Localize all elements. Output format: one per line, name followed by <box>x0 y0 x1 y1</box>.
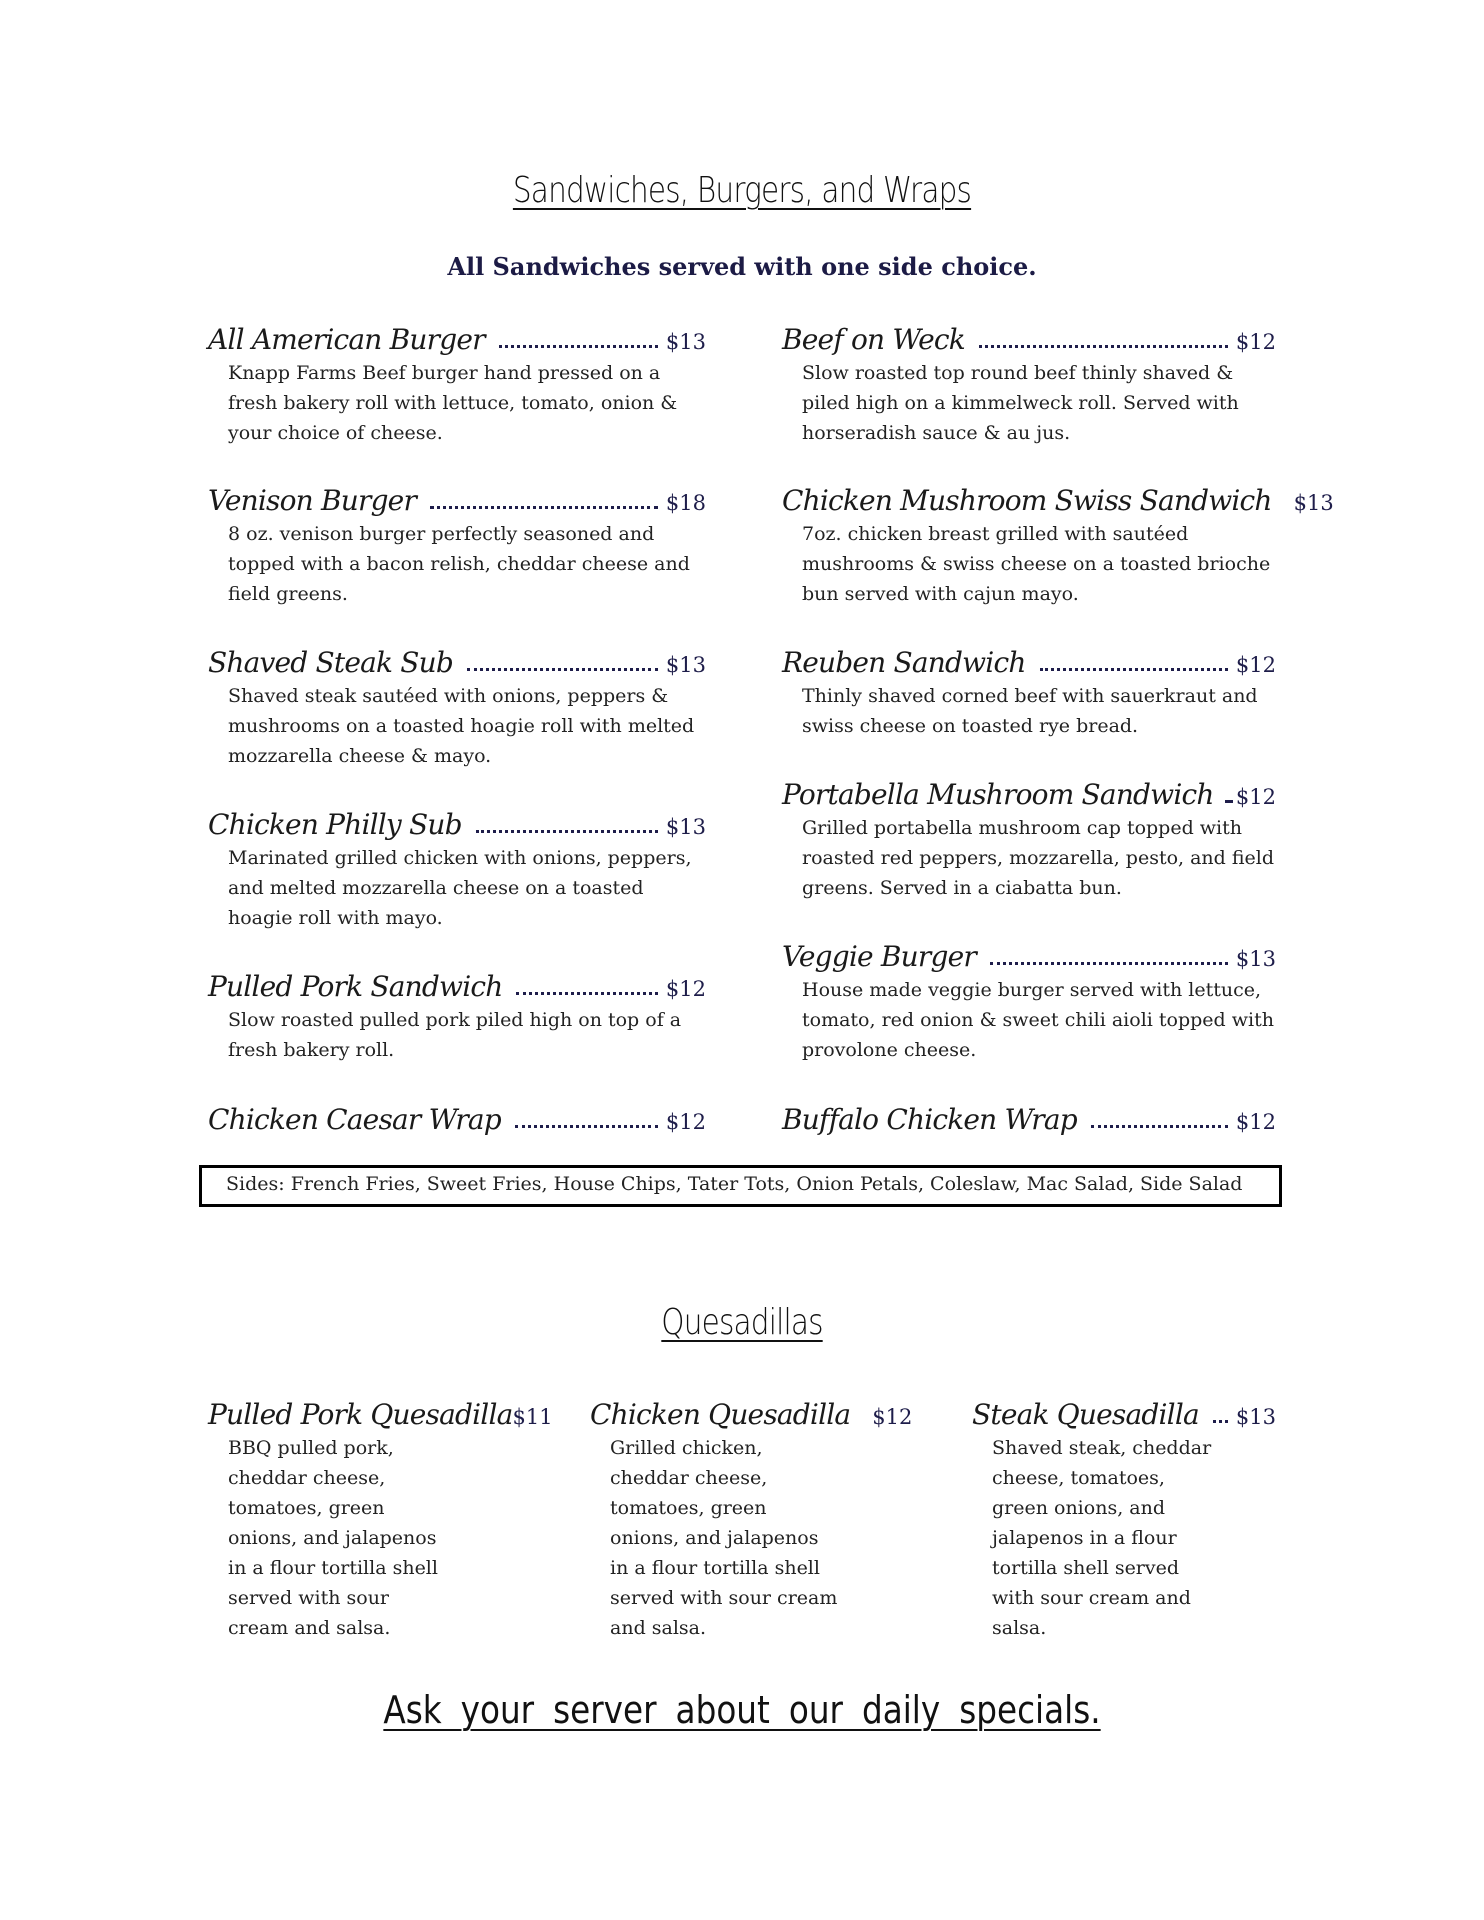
item-price: $12 <box>1235 785 1276 809</box>
menu-item <box>782 1098 1276 1138</box>
daily-specials-note: Ask your server about our daily specials. <box>383 1688 1101 1732</box>
item-description: 8 oz. venison burger perfectly seasoned and topped with a bacon relish, cheddar cheese and field greens. <box>228 523 690 605</box>
menu-item <box>208 803 706 933</box>
dot-leader <box>516 992 657 995</box>
menu-item <box>782 935 1276 1065</box>
item-price: $13 <box>665 815 706 839</box>
item-price: $12 <box>1235 653 1276 677</box>
item-name: Venison Burger <box>208 484 417 517</box>
item-name: Pulled Pork Quesadilla <box>208 1398 513 1431</box>
item-name: Reuben Sandwich <box>782 646 1026 679</box>
dot-leader <box>430 506 658 509</box>
dot-leader <box>499 345 658 348</box>
dot-leader <box>1213 1420 1228 1423</box>
dot-leader <box>1040 668 1228 671</box>
item-price: $12 <box>665 1110 706 1134</box>
dot-leader <box>979 345 1228 348</box>
item-description: Shaved steak, cheddar cheese, tomatoes, green onions, and jalapenos in a flour tortilla shell served with sour cream and salsa. <box>992 1437 1212 1639</box>
quesadilla-item <box>972 1393 1276 1643</box>
item-price: $13 <box>1235 947 1276 971</box>
dot-leader <box>990 962 1228 965</box>
menu-item <box>208 965 706 1065</box>
item-name: Steak Quesadilla <box>972 1398 1199 1431</box>
item-price: $13 <box>1293 491 1334 515</box>
item-description: Grilled portabella mushroom cap topped with roasted red peppers, mozzarella, pesto, and field greens. Served in a ciabatta bun. <box>802 817 1275 899</box>
item-price: $11 <box>512 1405 553 1429</box>
item-name: Chicken Mushroom Swiss Sandwich <box>782 484 1272 517</box>
menu-item <box>208 479 706 609</box>
item-price: $12 <box>665 977 706 1001</box>
menu-item <box>208 1098 706 1138</box>
menu-item <box>208 641 706 771</box>
menu-item <box>782 641 1276 741</box>
item-name: All American Burger <box>208 323 485 356</box>
item-description: Slow roasted pulled pork piled high on top of a fresh bakery roll. <box>228 1009 682 1061</box>
item-description: Thinly shaved corned beef with sauerkraut and swiss cheese on toasted rye bread. <box>802 685 1258 737</box>
sides-box <box>199 1165 1282 1207</box>
sides-list: Sides: French Fries, Sweet Fries, House Chips, Tater Tots, Onion Petals, Coleslaw, Mac Salad, Side Salad <box>226 1173 1243 1195</box>
item-name: Pulled Pork Sandwich <box>208 970 503 1003</box>
item-price: $13 <box>1235 1405 1276 1429</box>
dot-leader <box>467 668 658 671</box>
item-price: $12 <box>1235 330 1276 354</box>
quesadilla-item <box>590 1393 913 1643</box>
item-description: 7oz. chicken breast grilled with sautéed mushrooms & swiss cheese on a toasted brioche bun served with cajun mayo. <box>802 523 1271 605</box>
menu-item <box>782 318 1276 448</box>
item-description: BBQ pulled pork, cheddar cheese, tomatoes, green onions, and jalapenos in a flour tortilla shell served with sour cream and salsa. <box>228 1437 438 1639</box>
item-price: $12 <box>872 1405 913 1429</box>
item-name: Chicken Quesadilla <box>590 1398 851 1431</box>
item-name: Buffalo Chicken Wrap <box>782 1103 1077 1136</box>
item-description: House made veggie burger served with lettuce, tomato, red onion & sweet chili aioli topped with provolone cheese. <box>802 979 1274 1061</box>
item-description: Grilled chicken, cheddar cheese, tomatoes, green onions, and jalapenos in a flour tortilla shell served with sour cream and salsa. <box>610 1437 838 1639</box>
item-price: $18 <box>665 491 706 515</box>
item-name: Beef on Weck <box>782 323 965 356</box>
sandwiches-title: Sandwiches, Burgers, and Wraps <box>512 170 972 211</box>
item-name: Veggie Burger <box>782 940 976 973</box>
menu-item <box>208 318 706 448</box>
item-description: Shaved steak sautéed with onions, peppers & mushrooms on a toasted hoagie roll with melted mozzarella cheese & mayo. <box>228 685 695 767</box>
item-name: Portabella Mushroom Sandwich <box>782 778 1214 811</box>
item-price: $13 <box>665 330 706 354</box>
item-name: Shaved Steak Sub <box>208 646 454 679</box>
dot-leader <box>1091 1125 1228 1128</box>
item-price: $12 <box>1235 1110 1276 1134</box>
dot-leader <box>515 1125 658 1128</box>
dot-leader <box>476 830 658 833</box>
menu-item <box>782 773 1276 903</box>
menu-item <box>782 479 1334 609</box>
item-description: Knapp Farms Beef burger hand pressed on a fresh bakery roll with lettuce, tomato, onion & your choice of cheese. <box>228 362 678 444</box>
quesadilla-item <box>208 1393 553 1643</box>
item-name: Chicken Caesar Wrap <box>208 1103 501 1136</box>
item-price: $13 <box>665 653 706 677</box>
item-name: Chicken Philly Sub <box>208 808 462 841</box>
quesadillas-title: Quesadillas <box>661 1302 823 1343</box>
item-description: Marinated grilled chicken with onions, peppers, and melted mozzarella cheese on a toasted hoagie roll with mayo. <box>228 847 692 929</box>
sandwiches-subtitle: All Sandwiches served with one side choice. <box>447 252 1037 281</box>
item-description: Slow roasted top round beef thinly shaved & piled high on a kimmelweck roll. Served with horseradish sauce & au jus. <box>802 362 1239 444</box>
